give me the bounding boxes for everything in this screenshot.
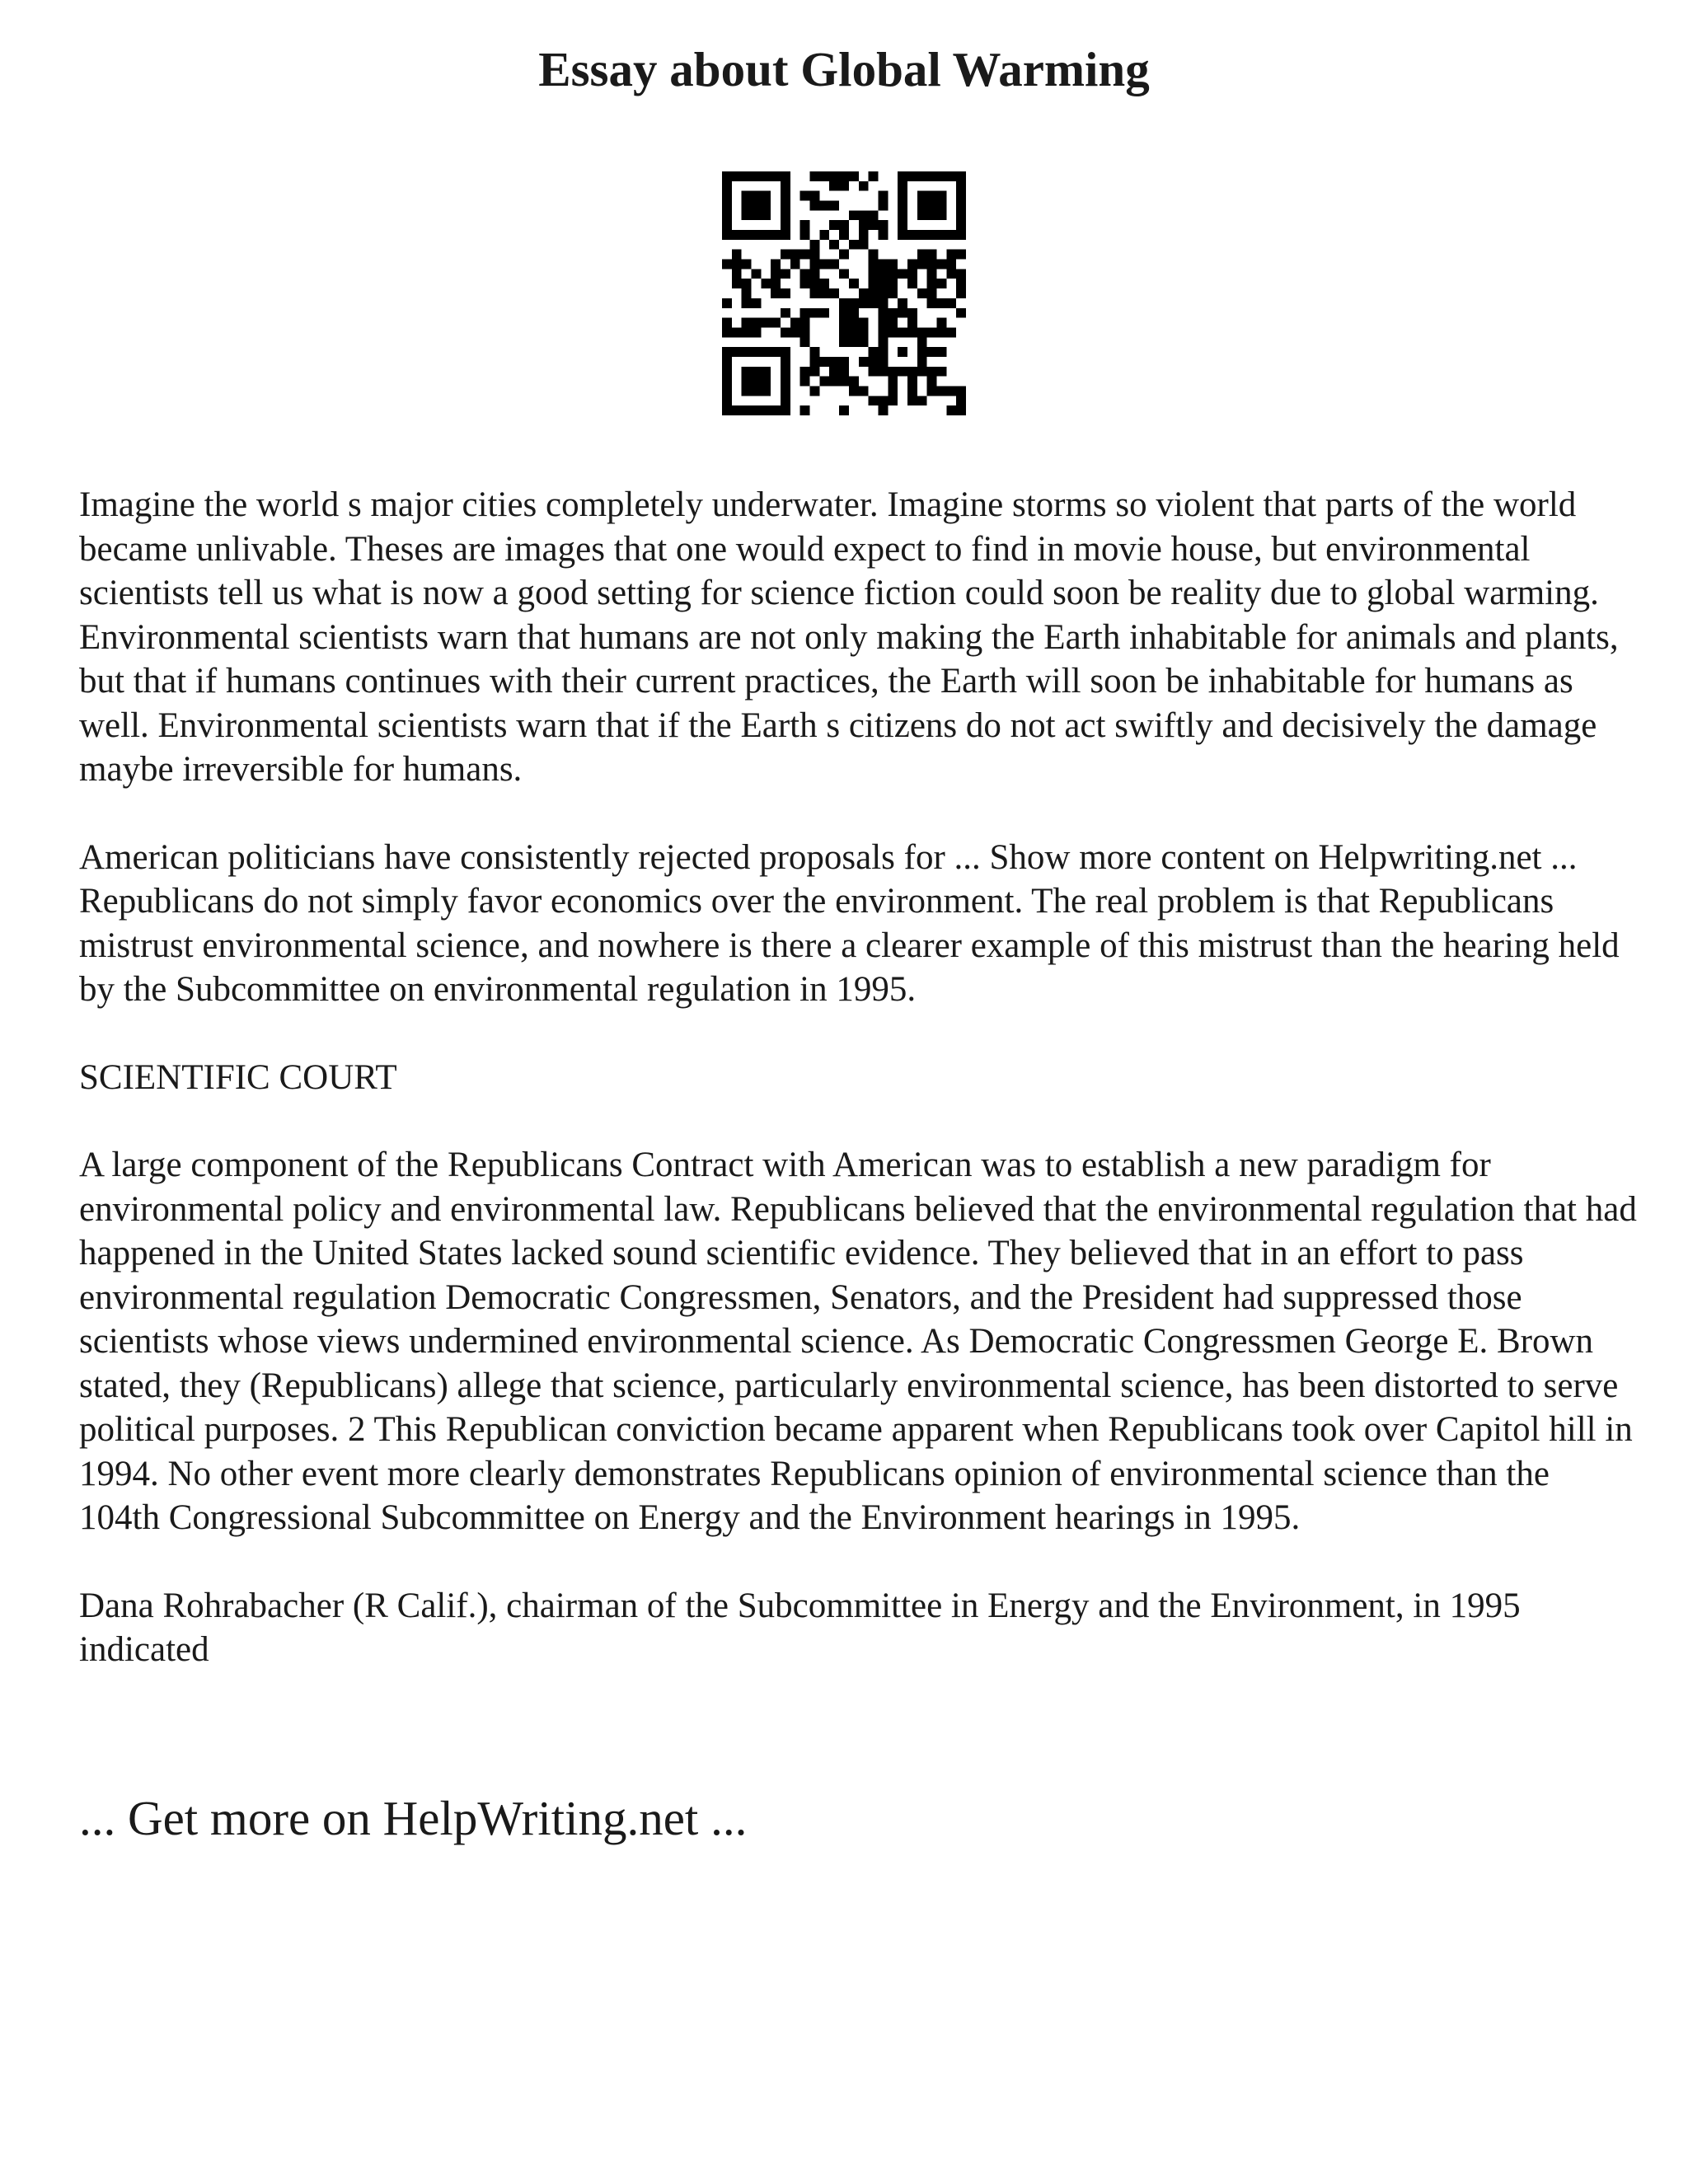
essay-body <box>79 483 1637 1672</box>
paragraph-intro: Imagine the world s major cities completely underwater. Imagine storms so violent that parts of the world became unlivable. Theses are images that one would expect to find in movie house, but environmental scientists tell us what is now a good setting for science fiction could soon be reality due to global warming. Environmental scientists warn that humans are not only making the Earth inhabitable for animals and plants, but that if humans continues with their current practices, the Earth will soon be inhabitable for humans as well. Environmental scientists warn that if the Earth s citizens do not act swiftly and decisively the damage maybe irreversible for humans. <box>79 485 1619 789</box>
qr-code-icon[interactable] <box>722 171 966 415</box>
page-title: Essay about Global Warming <box>538 42 1150 96</box>
paragraph-rohrabacher: Dana Rohrabacher (R Calif.), chairman of the Subcommittee in Energy and the Environment, in 1995 indicated <box>79 1586 1521 1669</box>
qr-code-graphic <box>722 171 966 415</box>
paragraph-republicans: Republicans do not simply favor economics over the environment. The real problem is that Republicans mistrust environmental science, and nowhere is there a clearer example of this mistrust than the hearing held by the Subcommittee on environmental regulation in 1995. <box>79 882 1620 1009</box>
paragraph-teaser: American politicians have consistently rejected proposals for ... Show more content on Helpwriting.net ... <box>79 837 1578 877</box>
paragraph-contract: A large component of the Republicans Contract with American was to establish a new paradigm for environmental policy and environmental law. Republicans believed that the environmental regulation that had happened in the United States lacked sound scientific evidence. They believed that in an effort to pass environmental regulation Democratic Congressmen, Senators, and the President had suppressed those scientists whose views undermined environmental science. As Democratic Congressmen George E. Brown stated, they (Republicans) allege that science, particularly environmental science, has been distorted to serve political purposes. 2 This Republican conviction became apparent when Republicans took over Capitol hill in 1994. No other event more clearly demonstrates Republicans opinion of environmental science than the 104th Congressional Subcommittee on Energy and the Environment hearings in 1995. <box>79 1146 1637 1537</box>
get-more-link[interactable]: ... Get more on HelpWriting.net ... <box>79 1791 748 1845</box>
section-heading: SCIENTIFIC COURT <box>79 1057 397 1097</box>
